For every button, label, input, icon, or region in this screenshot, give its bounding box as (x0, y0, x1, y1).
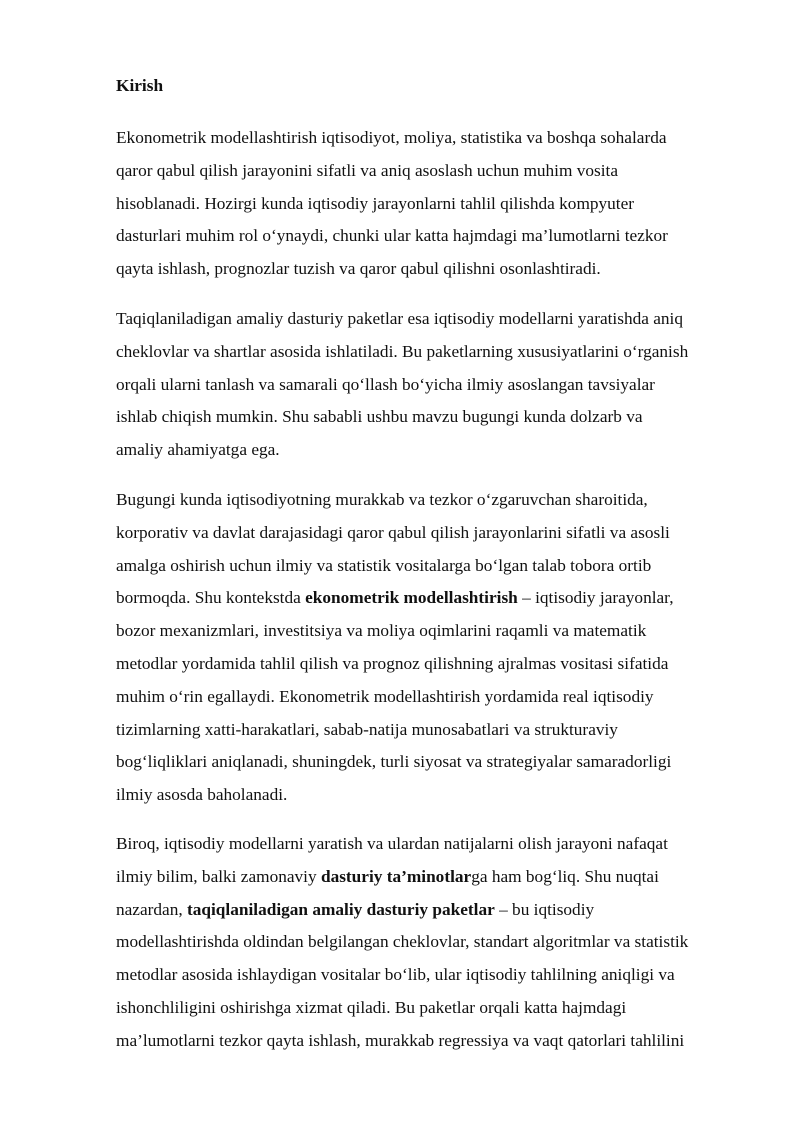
text-line: qayta ishlash, prognozlar tuzish va qaror qabul qilishni osonlashtiradi. (116, 259, 601, 279)
section-heading: Kirish (116, 76, 164, 95)
text-line: modellashtirishda oldindan belgilangan cheklovlar, standart algoritmlar va statistik (116, 932, 689, 952)
text-segment: nazardan, (116, 899, 187, 919)
text-line: muhim o‘rin egallaydi. Ekonometrik modellashtirish yordamida real iqtisodiy (116, 686, 654, 706)
text-segment: ga ham bog‘liq. Shu nuqtai (471, 866, 659, 886)
text-segment: bormoqda. Shu kontekstda (116, 588, 306, 608)
text-line: Bugungi kunda iqtisodiyotning murakkab va tezkor o‘zgaruvchan sharoitida, (116, 490, 648, 509)
text-line: bog‘liqliklari aniqlanadi, shuningdek, turli siyosat va strategiyalar samaradorligi (116, 752, 672, 772)
text-line: Biroq, iqtisodiy modellarni yaratish va ulardan natijalarni olish jarayoni nafaqat (116, 834, 668, 853)
text-line: ma’lumotlarni tezkor qayta ishlash, murakkab regressiya va vaqt qatorlari tahlilini (116, 1030, 685, 1050)
text-line (116, 894, 756, 927)
text-line: Taqiqlaniladigan amaliy dasturiy paketlar esa iqtisodiy modellarni yaratishda aniq (116, 309, 683, 328)
text-line: Ekonometrik modellashtirish iqtisodiyot, moliya, statistika va boshqa sohalarda (116, 128, 667, 147)
bold-term: dasturiy ta’minotlar (320, 866, 472, 886)
text-line: tizimlarning xatti-harakatlari, sabab-natija munosabatlari va strukturaviy (116, 719, 618, 739)
bold-term: ekonometrik modellashtirish (305, 588, 518, 608)
text-line: cheklovlar va shartlar asosida ishlatiladi. Bu paketlarning xususiyatlarini o‘rganish (116, 341, 689, 361)
bold-term: taqiqlaniladigan amaliy dasturiy paketlar (187, 899, 495, 919)
text-line: ilmiy asosda baholanadi. (116, 785, 288, 805)
text-line: amalga oshirish uchun ilmiy va statistik vositalarga bo‘lgan talab tobora ortib (116, 555, 652, 575)
text-segment: ilmiy bilim, balki zamonaviy (116, 866, 321, 886)
text-line: metodlar yordamida tahlil qilish va prognoz qilishning ajralmas vositasi sifatida (116, 653, 669, 673)
text-line (116, 582, 756, 615)
paragraph-software (116, 828, 756, 1058)
text-line: amaliy ahamiyatga ega. (116, 440, 280, 460)
text-segment: – iqtisodiy jarayonlar, (517, 588, 674, 608)
text-line: ishlab chiqish mumkin. Shu sababli ushbu mavzu bugungi kunda dolzarb va (116, 407, 643, 427)
text-line: bozor mexanizmlari, investitsiya va moliya oqimlarini raqamli va matematik (116, 621, 647, 641)
text-segment: – bu iqtisodiy (494, 899, 595, 919)
text-line: orqali ularni tanlash va samarali qo‘llash bo‘yicha ilmiy asoslangan tavsiyalar (116, 374, 655, 394)
paragraph-econometrics (116, 484, 756, 812)
paragraph-packages (116, 303, 756, 467)
text-line: metodlar asosida ishlaydigan vositalar bo‘lib, ular iqtisodiy tahlilning aniqligi va (116, 965, 675, 985)
paragraph-intro (116, 122, 756, 286)
text-line: korporativ va davlat darajasidagi qaror qabul qilish jarayonlarini sifatli va asosli (116, 522, 670, 542)
text-line: dasturlari muhim rol o‘ynaydi, chunki ular katta hajmdagi ma’lumotlarni tezkor (116, 226, 668, 246)
text-line: ishonchliligini oshirishga xizmat qiladi. Bu paketlar orqali katta hajmdagi (116, 997, 627, 1017)
text-line: hisoblanadi. Hozirgi kunda iqtisodiy jarayonlarni tahlil qilishda kompyuter (116, 193, 635, 213)
text-line: qaror qabul qilish jarayonini sifatli va aniq asoslash uchun muhim vosita (116, 160, 619, 180)
text-line (116, 861, 756, 894)
